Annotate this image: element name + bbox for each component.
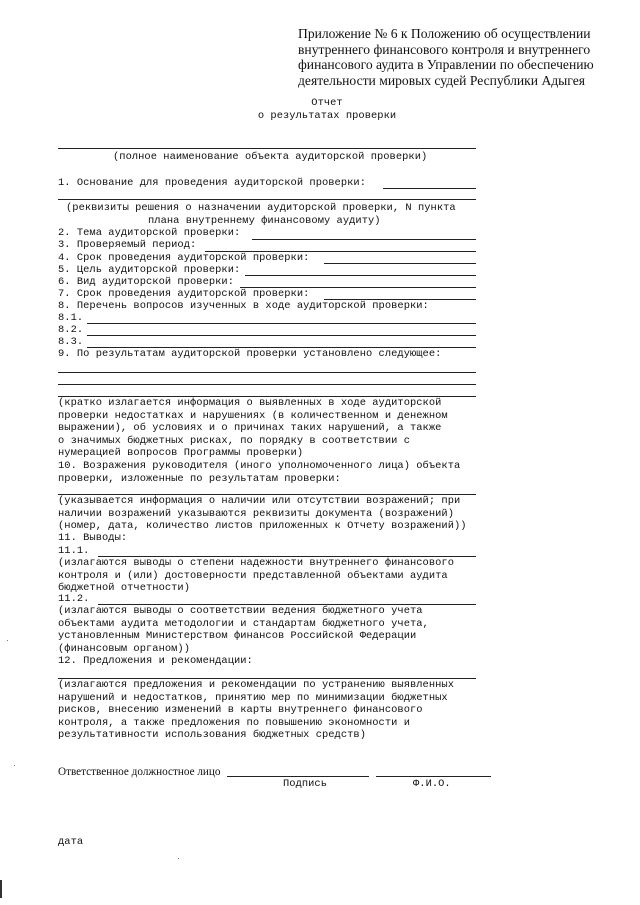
proposals-caption-line: контроля, а также предложения по повышению экономности и — [58, 716, 410, 729]
proposals-caption-line: нарушений и недостатков, принятию мер по минимизации бюджетных — [58, 691, 448, 704]
field-line-goal — [245, 275, 476, 276]
field-label-term: 4. Срок проведения аудиторской проверки: — [58, 252, 310, 264]
question-line — [87, 335, 476, 336]
field-line-term — [324, 263, 476, 264]
appendix-line: Приложение № 6 к Положению об осуществлении — [298, 26, 591, 41]
findings-caption-line: нумерацией вопросов Программы проверки) — [58, 447, 304, 460]
findings-line — [58, 384, 476, 385]
question-line — [87, 323, 476, 324]
appendix-line: финансового аудита в Управлении по обеспечению — [298, 57, 594, 72]
scan-edge-mark — [0, 880, 2, 898]
proposals-caption — [58, 679, 454, 742]
basis-caption-line: (реквизиты решения о назначении аудиторской проверки, N пункта — [66, 202, 456, 214]
findings-caption — [58, 397, 448, 460]
conclusions-label: 11. Выводы: — [58, 532, 128, 544]
findings-caption-line: проверки недостатках и нарушениях (в количественном и денежном — [58, 409, 448, 422]
findings-caption-line: выражении), об условиях и о причинах таких нарушений, а также — [58, 422, 442, 435]
signature-caption: Подпись — [283, 778, 327, 790]
findings-caption-line: (кратко излагается информация о выявленных в ходе аудиторской — [58, 397, 442, 409]
findings-line — [58, 372, 476, 373]
question-item: 8.1. — [58, 312, 84, 324]
scan-speck — [7, 640, 8, 641]
basis-field-line — [383, 188, 476, 189]
objections-label-line: 10. Возражения руководителя (иного уполномоченного лица) объекта — [58, 460, 461, 472]
conclusion-caption-line: установленным Министерством финансов Российской Федерации — [58, 630, 417, 643]
full-name-caption: Ф.И.О. — [413, 778, 451, 790]
conclusion-caption-line: объектами аудита методологии и стандартам бюджетного учета, — [58, 617, 429, 630]
scan-speck — [178, 858, 179, 859]
signature-line — [227, 776, 369, 777]
objections-caption-line: (номер, дата, количество листов приложенных к Отчету возражений)) — [58, 520, 467, 533]
scan-speck — [14, 765, 15, 766]
field-label-term-2: 7. Срок проведения аудиторской проверки: — [58, 288, 310, 300]
conclusion-caption-2 — [58, 605, 429, 655]
findings-caption-line: о значимых бюджетных рисках, по порядку в соответствии с — [58, 434, 410, 447]
field-label-period: 3. Проверяемый период: — [58, 239, 197, 251]
responsible-official-label: Ответственное должностное лицо — [58, 766, 221, 778]
basis-caption — [66, 202, 456, 227]
appendix-line: деятельности мировых судей Республики Адыгея — [298, 72, 585, 88]
field-label-topic: 2. Тема аудиторской проверки: — [58, 227, 241, 239]
conclusion-caption-line: (излагаются выводы о соответствии ведения бюджетного учета — [58, 605, 423, 617]
objections-caption-line: (указывается информация о наличии или отсутствии возражений; при — [58, 495, 461, 507]
conclusion-caption-line: контроля и (или) достоверности представленной объектами аудита — [58, 569, 448, 582]
field-label-kind: 6. Вид аудиторской проверки: — [58, 276, 234, 288]
report-subtitle: о результатах проверки — [257, 110, 397, 122]
conclusion-caption-line: бюджетной отчетности) — [58, 582, 190, 595]
basis-caption-line: плана внутреннему финансовому аудиту) — [148, 214, 381, 227]
appendix-line: внутреннего финансового контроля и внутреннего — [298, 41, 591, 57]
proposals-caption-line: (излагаются предложения и рекомендации по устранению выявленных — [58, 679, 454, 691]
object-caption: (полное наименование объекта аудиторской проверки) — [113, 151, 428, 163]
appendix-header — [298, 26, 594, 88]
conclusion-caption-line: (финансовым органом)) — [58, 642, 190, 655]
field-label-goal: 5. Цель аудиторской проверки: — [58, 264, 241, 276]
conclusion-caption-line: (излагаются выводы о степени надежности внутреннего финансового — [58, 557, 454, 569]
object-name-line — [58, 148, 476, 149]
question-item: 8.2. — [58, 324, 84, 336]
full-name-line — [376, 776, 491, 777]
basis-field-line-2 — [58, 199, 476, 200]
proposals-caption-line: результативности использования бюджетных средств) — [58, 729, 366, 742]
objections-label — [58, 460, 460, 485]
question-item: 8.3. — [58, 336, 84, 348]
conclusion-item-2: 11.2. — [58, 593, 90, 605]
report-title: Отчет — [311, 97, 343, 109]
findings-label: 9. По результатам аудиторской проверки установлено следующее: — [58, 348, 442, 360]
field-line-topic — [252, 239, 476, 240]
basis-label: 1. Основание для проведения аудиторской проверки: — [58, 177, 366, 189]
conclusion-item-1: 11.1. — [58, 545, 90, 557]
objections-label-line: проверки, изложенные по результатам проверки: — [58, 472, 341, 485]
date-label: дата — [58, 836, 84, 848]
proposals-caption-line: рисков, внесению изменений в карты внутреннего финансового — [58, 704, 423, 717]
proposals-label: 12. Предложения и рекомендации: — [58, 655, 253, 667]
objections-caption-line: наличии возражений указываются реквизиты документа (возражений) — [58, 507, 454, 520]
questions-label: 8. Перечень вопросов изученных в ходе аудиторской проверки: — [58, 300, 429, 312]
conclusion-caption-1 — [58, 557, 454, 595]
objections-caption — [58, 495, 467, 533]
